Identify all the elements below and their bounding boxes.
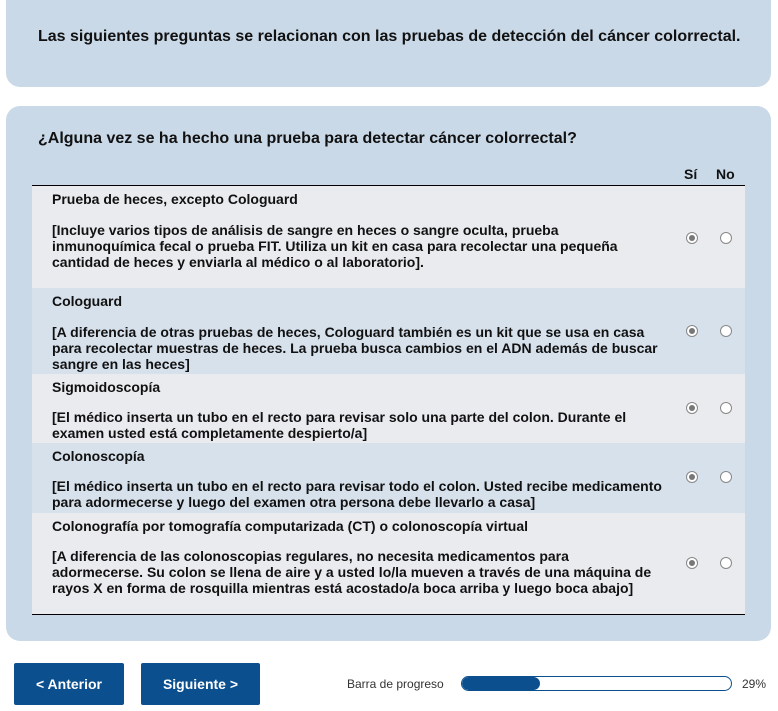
radio-no[interactable] [720,471,732,483]
row-description: [Incluye varios tipos de análisis de sangre en heces o sangre oculta, prueba inmunoquímica fecal o prueba FIT. Utiliza un kit en casa para recolectar una pequeña cantidad de heces y enviarla al médico o al laboratorio]. [52,222,618,270]
table-row [32,513,745,614]
radio-yes[interactable] [686,232,698,244]
row-description: [A diferencia de las colonoscopias regulares, no necesita medicamentos para adormecerse. Su colon se llena de aire y a usted lo/la mueven a través de una máquina de rayos X en forma de rosquilla mientras está acostado/a boca arriba y luego boca abajo] [52,548,652,596]
table-row [32,443,745,513]
row-label: Colonoscopía [52,448,145,464]
radio-no[interactable] [720,557,732,569]
next-button[interactable]: Siguiente > [141,663,260,705]
question-grid [32,185,745,615]
radio-yes[interactable] [686,471,698,483]
row-label: Prueba de heces, excepto Cologuard [52,191,298,207]
radio-yes[interactable] [686,557,698,569]
row-description: [El médico inserta un tubo en el recto para revisar todo el colon. Usted recibe medicamento para adormecerse y luego del examen otra persona debe llevarlo a casa] [52,478,662,510]
radio-yes[interactable] [686,402,698,414]
table-row [32,186,745,288]
table-row [32,374,745,443]
radio-no[interactable] [720,402,732,414]
intro-panel [6,0,771,87]
row-label: Sigmoidoscopía [52,379,161,395]
intro-text: Las siguientes preguntas se relacionan con las pruebas de detección del cáncer colorrectal. [38,28,741,45]
progress-fill [462,677,540,690]
radio-no[interactable] [720,325,732,337]
progress-bar [461,676,732,691]
progress-label: Barra de progreso [347,677,444,691]
progress-percent: 29% [742,677,767,691]
row-description: [El médico inserta un tubo en el recto para revisar solo una parte del colon. Durante el examen usted está completamente despierto/a] [52,409,627,441]
question-panel [6,106,771,641]
column-header-yes: Sí [684,166,698,182]
radio-yes[interactable] [686,325,698,337]
table-row [32,288,745,374]
row-label: Cologuard [52,293,122,309]
row-label: Colonografía por tomografía computarizada (CT) o colonoscopía virtual [52,518,529,534]
previous-button[interactable]: < Anterior [14,663,124,705]
row-description: [A diferencia de otras pruebas de heces, Cologuard también es un kit que se usa en casa para recolectar muestras de heces. La prueba busca cambios en el ADN además de buscar sangre en las heces] [52,324,658,372]
column-header-no: No [716,166,735,182]
question-title: ¿Alguna vez se ha hecho una prueba para detectar cáncer colorrectal? [38,130,577,147]
radio-no[interactable] [720,232,732,244]
